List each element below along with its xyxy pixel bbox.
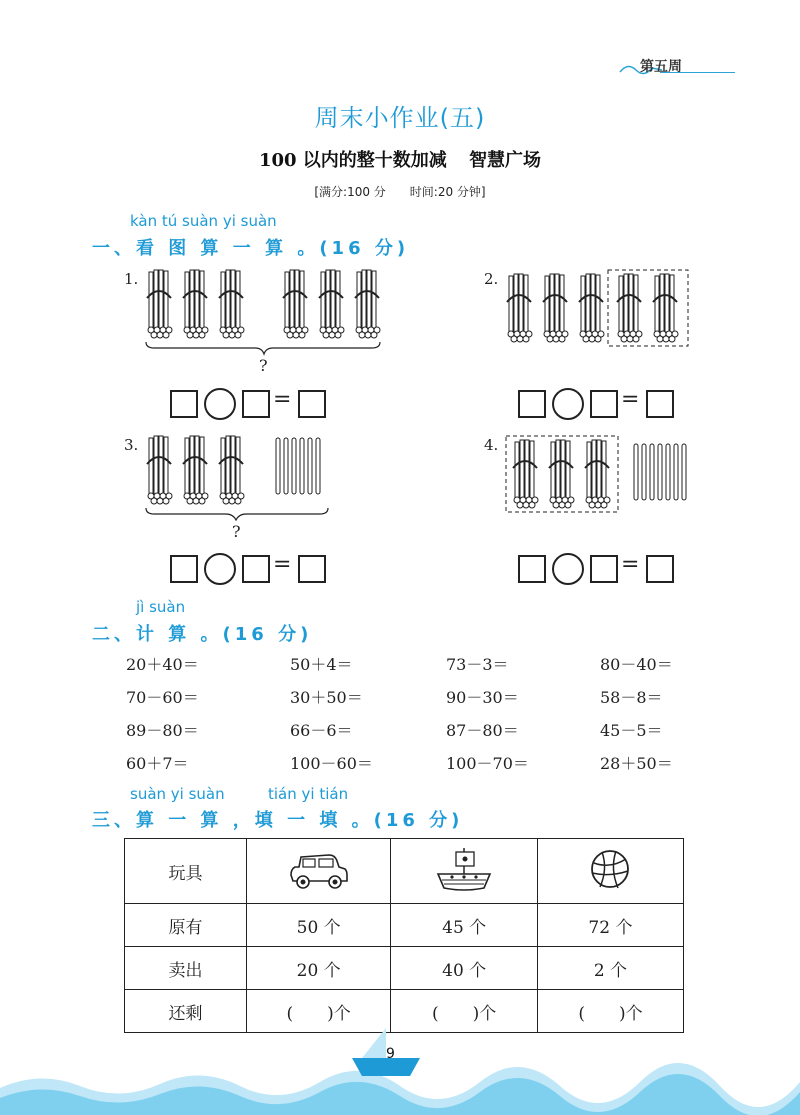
ten-bundle-icon <box>219 436 244 504</box>
single-stick-icon <box>650 444 654 500</box>
calc-item[interactable]: 89－80＝ <box>126 721 199 740</box>
table-row <box>125 904 684 947</box>
operator-circle[interactable] <box>552 553 584 585</box>
row-label: 卖出 <box>125 947 247 990</box>
section1-pinyin: kàn tú suàn yi suàn <box>130 212 277 230</box>
page-title: 周末小作业(五) <box>314 104 486 132</box>
ten-bundle-icon <box>147 270 172 338</box>
single-stick-icon <box>666 444 670 500</box>
answer-box[interactable] <box>298 390 326 418</box>
ten-bundle-icon <box>183 436 208 504</box>
single-stick-icon <box>308 438 312 494</box>
table-cell: 50 个 <box>246 904 391 947</box>
equals-sign: = <box>621 387 640 412</box>
table-cell: 72 个 <box>537 904 683 947</box>
operator-circle[interactable] <box>204 553 236 585</box>
ten-bundle-icon <box>585 440 610 508</box>
calc-item[interactable]: 90－30＝ <box>446 688 519 707</box>
ten-bundle-icon <box>617 274 642 342</box>
single-stick-icon <box>300 438 304 494</box>
answer-box[interactable] <box>646 555 674 583</box>
ten-bundle-icon <box>549 440 574 508</box>
section2-title: 二、计 算 。(16 分) <box>92 624 313 645</box>
answer-box[interactable] <box>242 390 270 418</box>
ten-bundle-icon <box>355 270 380 338</box>
calc-item[interactable]: 100－70＝ <box>446 754 529 773</box>
week-label: 第五周 <box>640 59 682 75</box>
table-cell: 45 个 <box>391 904 537 947</box>
item4-label: 4. <box>484 436 499 454</box>
calc-item[interactable]: 58－8＝ <box>600 688 663 707</box>
brace-icon <box>146 508 328 520</box>
single-stick-icon <box>292 438 296 494</box>
ten-bundle-icon <box>513 440 538 508</box>
single-stick-icon <box>674 444 678 500</box>
section1-title: 一、看 图 算 一 算 。(16 分) <box>92 238 410 259</box>
item2-figure <box>500 266 700 351</box>
single-stick-icon <box>284 438 288 494</box>
ten-bundle-icon <box>653 274 678 342</box>
equals-sign: = <box>621 552 640 577</box>
answer-box[interactable] <box>518 390 546 418</box>
sail-icon <box>362 1028 386 1058</box>
single-stick-icon <box>276 438 280 494</box>
item4-equation <box>518 553 678 585</box>
ten-bundle-icon <box>283 270 308 338</box>
ten-bundle-icon <box>219 270 244 338</box>
operator-circle[interactable] <box>204 388 236 420</box>
ten-bundle-icon <box>507 274 532 342</box>
ten-bundle-icon <box>319 270 344 338</box>
car-icon <box>246 839 391 904</box>
answer-box[interactable] <box>590 555 618 583</box>
calc-item[interactable]: 70－60＝ <box>126 688 199 707</box>
item3-question: ? <box>232 522 241 541</box>
table-cell: 20 个 <box>246 947 391 990</box>
calc-item[interactable]: 30＋50＝ <box>290 688 363 707</box>
table-row <box>125 839 684 904</box>
ten-bundle-icon <box>147 436 172 504</box>
row-label: 还剩 <box>125 990 247 1033</box>
answer-box[interactable] <box>170 555 198 583</box>
answer-box[interactable] <box>518 555 546 583</box>
single-stick-icon <box>316 438 320 494</box>
footer-waves <box>0 1028 800 1115</box>
table-header-label: 玩具 <box>125 839 247 904</box>
answer-cell[interactable]: ( )个 <box>391 990 537 1033</box>
table-row <box>125 947 684 990</box>
page-number: 9 <box>386 1046 395 1062</box>
section3-title: 三、算 一 算 ，填 一 填 。(16 分) <box>92 810 464 831</box>
section3-pinyin-b: tián yi tián <box>268 785 349 803</box>
equals-sign: = <box>273 552 292 577</box>
single-stick-icon <box>682 444 686 500</box>
calc-item[interactable]: 66－6＝ <box>290 721 353 740</box>
table-cell: 40 个 <box>391 947 537 990</box>
calc-item[interactable]: 73－3＝ <box>446 655 509 674</box>
single-stick-icon <box>642 444 646 500</box>
item3-label: 3. <box>124 436 139 454</box>
item2-label: 2. <box>484 270 499 288</box>
calc-item[interactable]: 60＋7＝ <box>126 754 189 773</box>
equals-sign: = <box>273 387 292 412</box>
single-stick-icon <box>634 444 638 500</box>
subtitle-area: 智慧广场 <box>469 150 542 171</box>
score-time-info: [满分:100 分 时间:20 分钟] <box>314 185 486 199</box>
ten-bundle-icon <box>183 270 208 338</box>
subtitle-topic: 100 以内的整十数加减 <box>258 150 447 171</box>
item3-equation <box>170 553 330 585</box>
table-cell: 2 个 <box>537 947 683 990</box>
calc-item[interactable]: 80－40＝ <box>600 655 673 674</box>
item1-label: 1. <box>124 270 139 288</box>
ten-bundle-icon <box>579 274 604 342</box>
ship-icon <box>391 839 537 904</box>
table-row <box>125 990 684 1033</box>
calc-item[interactable]: 87－80＝ <box>446 721 519 740</box>
answer-cell[interactable]: ( )个 <box>537 990 683 1033</box>
answer-box[interactable] <box>298 555 326 583</box>
calc-item[interactable]: 28＋50＝ <box>600 754 673 773</box>
toy-table <box>124 838 684 1033</box>
section2-pinyin: jì suàn <box>136 598 186 616</box>
item4-figure <box>500 432 700 517</box>
item1-question: ? <box>259 356 268 375</box>
section3-pinyin-a: suàn yi suàn <box>130 785 225 803</box>
ball-icon <box>537 839 683 904</box>
calc-item[interactable]: 45－5＝ <box>600 721 663 740</box>
answer-box[interactable] <box>590 390 618 418</box>
page-subtitle <box>0 146 800 172</box>
calc-item[interactable]: 20＋40＝ <box>126 655 199 674</box>
calc-item[interactable]: 100－60＝ <box>290 754 373 773</box>
answer-box[interactable] <box>646 390 674 418</box>
operator-circle[interactable] <box>552 388 584 420</box>
week-underline <box>660 72 735 73</box>
row-label: 原有 <box>125 904 247 947</box>
ten-bundle-icon <box>543 274 568 342</box>
item2-equation <box>518 388 678 420</box>
item1-equation <box>170 388 330 420</box>
single-stick-icon <box>658 444 662 500</box>
answer-cell[interactable]: ( )个 <box>246 990 391 1033</box>
brace-icon <box>146 342 380 354</box>
answer-box[interactable] <box>170 390 198 418</box>
calc-item[interactable]: 50＋4＝ <box>290 655 353 674</box>
answer-box[interactable] <box>242 555 270 583</box>
